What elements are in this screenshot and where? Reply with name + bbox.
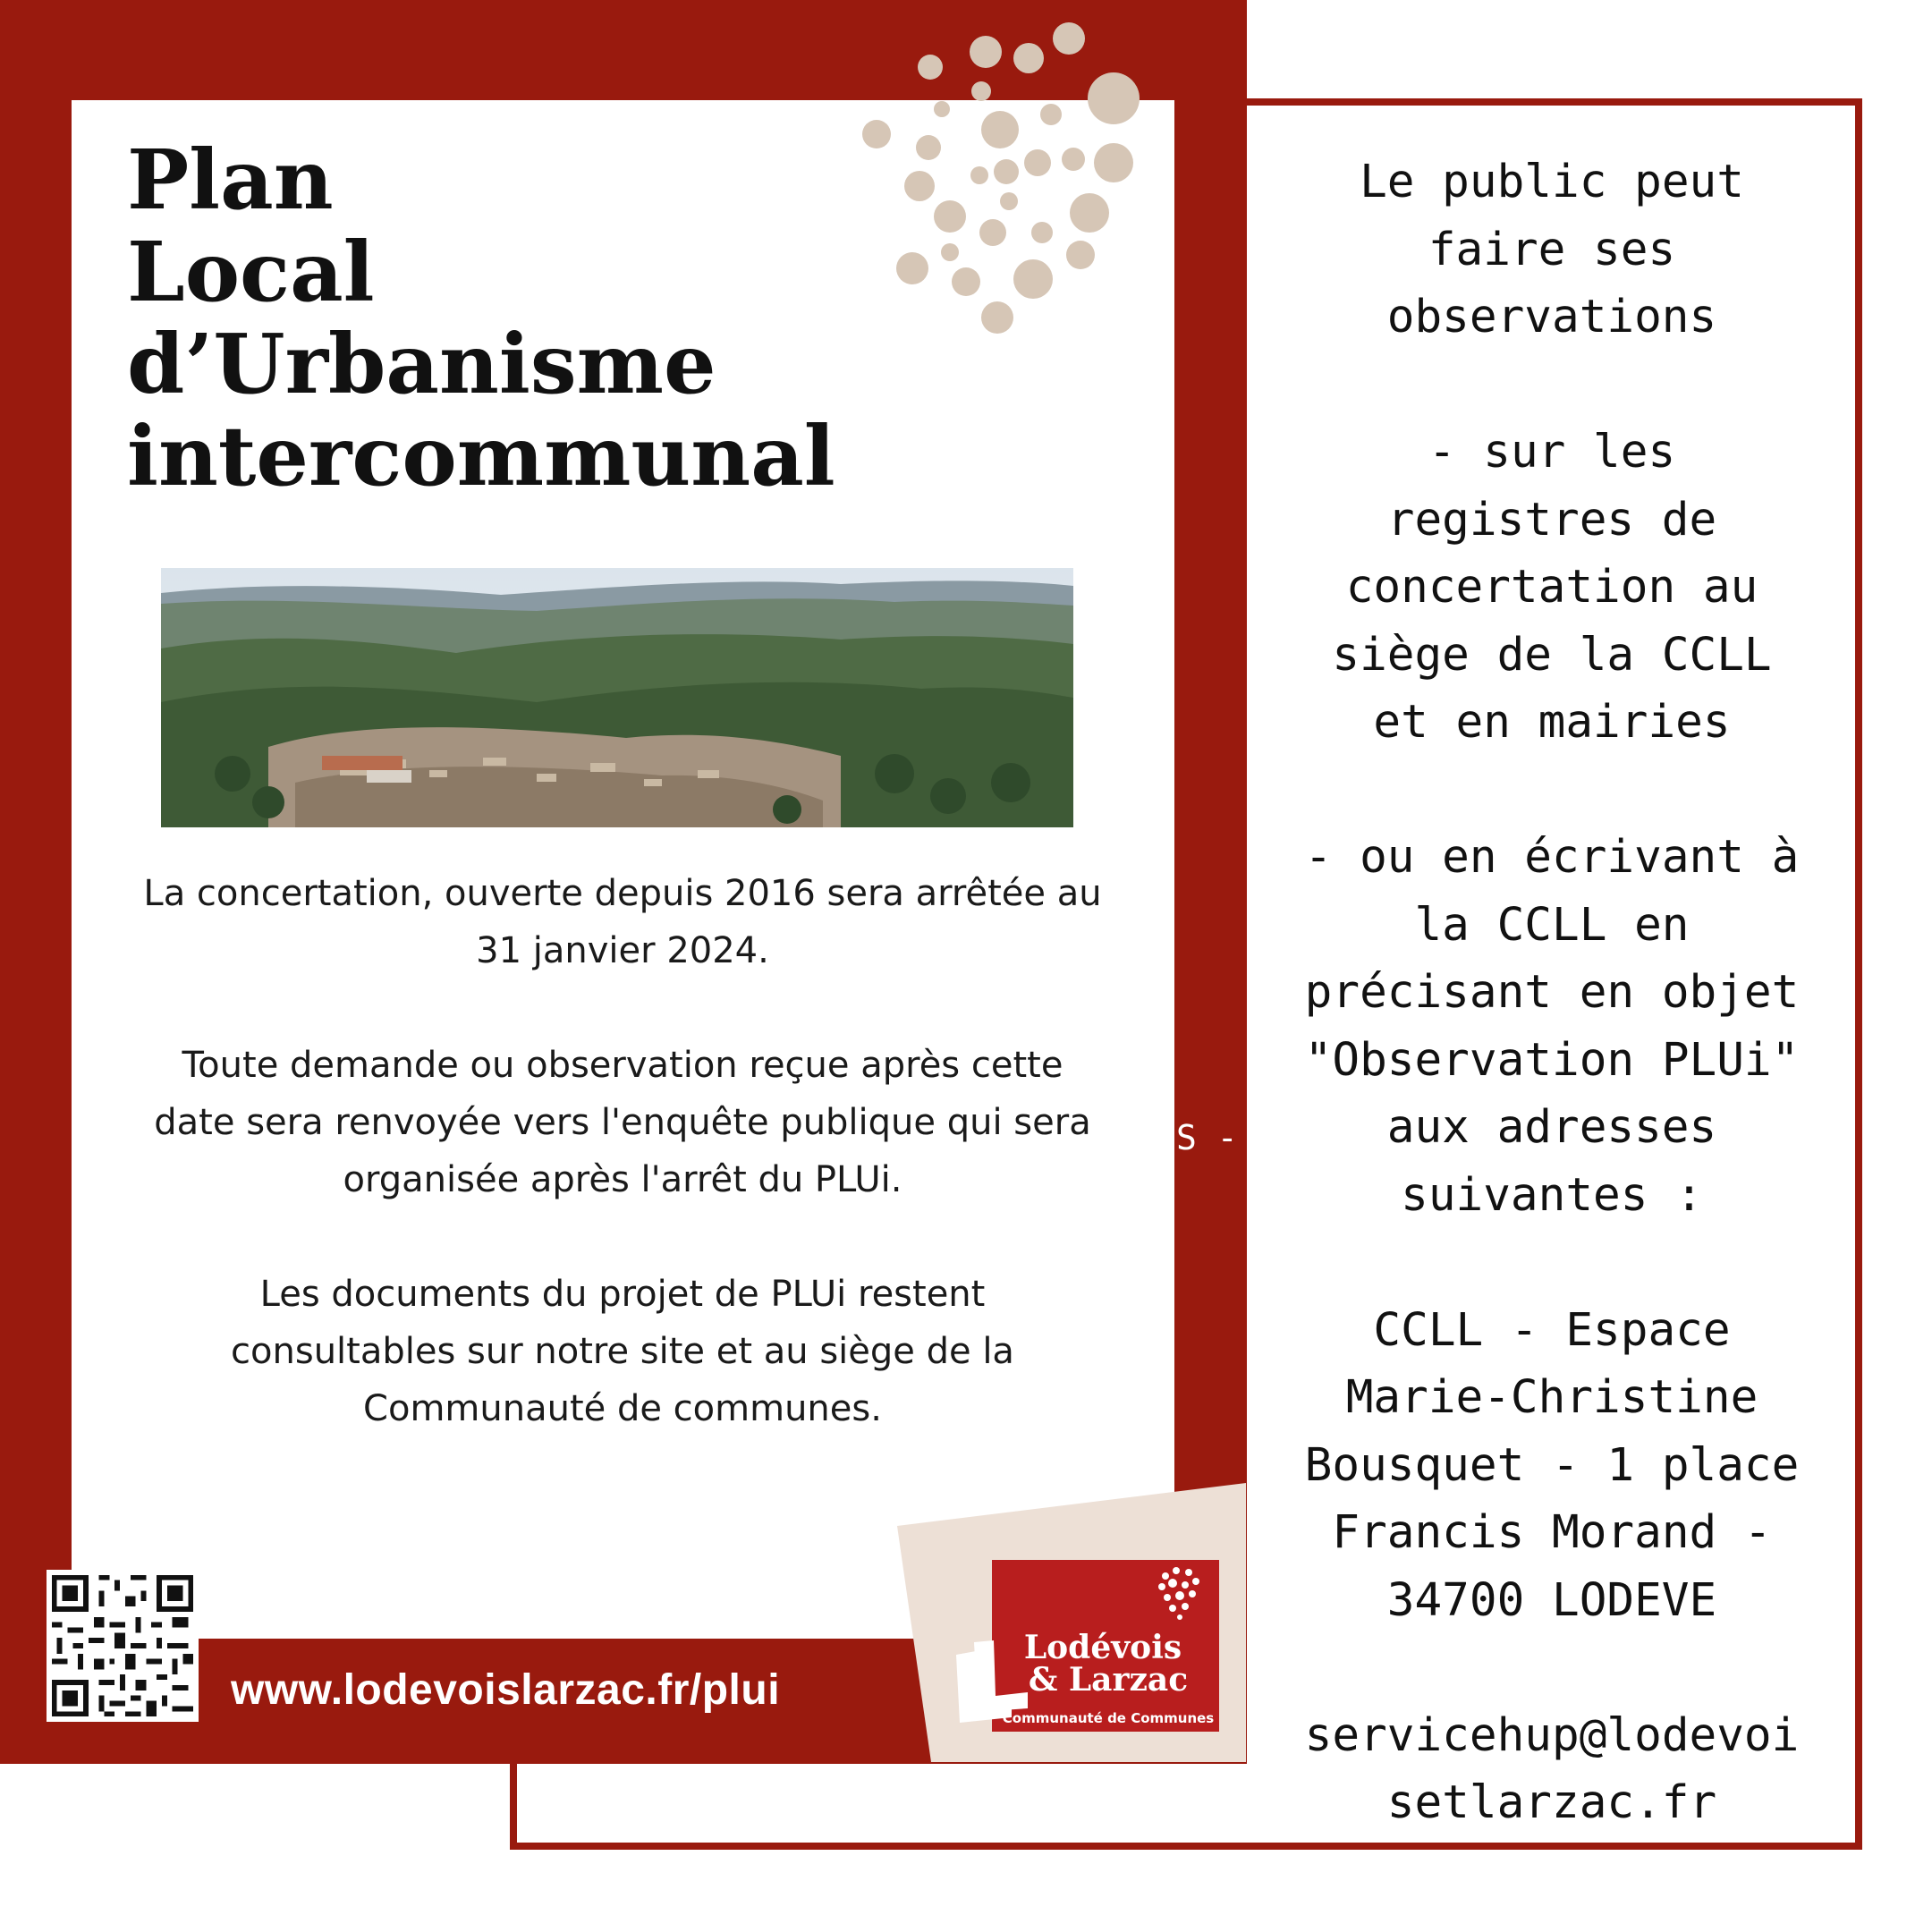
- title-line: d’Urbanisme: [127, 316, 716, 412]
- qr-code-icon: [47, 1570, 199, 1722]
- right-panel-text: Le public peut faire ses observations - sur les registres de concertation au siège de la CCLL et en mairies - ou en écrivant à la CCLL en précisant en objet "Observation PLUi" aux adresses suivantes : CCLL - Espace Marie-Christine Bousquet - 1 place Francis Morand - 34700 LODEVE servicehup@lodevoi setlarzac.fr: [1304, 156, 1800, 1829]
- stray-text: S -: [1176, 1118, 1238, 1157]
- logo-name-line1: Lodévois: [1023, 1629, 1182, 1666]
- title-line: Local: [127, 224, 375, 320]
- landscape-photo: [161, 568, 1073, 827]
- body-paragraph: Les documents du projet de PLUi restent consultables sur notre site et au siège de la Communauté de communes.: [231, 1274, 1014, 1429]
- body-paragraph: Toute demande ou observation reçue après cette date sera renvoyée vers l'enquête publique qui sera organisée après l'arrêt du PLUi.: [154, 1045, 1091, 1200]
- lodevois-larzac-logo: [897, 1483, 1246, 1762]
- title-line: Plan: [127, 131, 334, 228]
- website-link[interactable]: www.lodevoislarzac.fr/plui: [231, 1666, 781, 1714]
- logo-tagline: Communauté de Communes: [1002, 1710, 1215, 1726]
- title-line: intercommunal: [127, 408, 835, 504]
- body-text: [143, 865, 1102, 1495]
- logo-name-line2: & Larzac: [1028, 1661, 1189, 1699]
- decorative-dots: [850, 9, 1190, 349]
- body-paragraph: La concertation, ouverte depuis 2016 sera arrêtée au 31 janvier 2024.: [143, 873, 1102, 971]
- page-title: [127, 131, 835, 504]
